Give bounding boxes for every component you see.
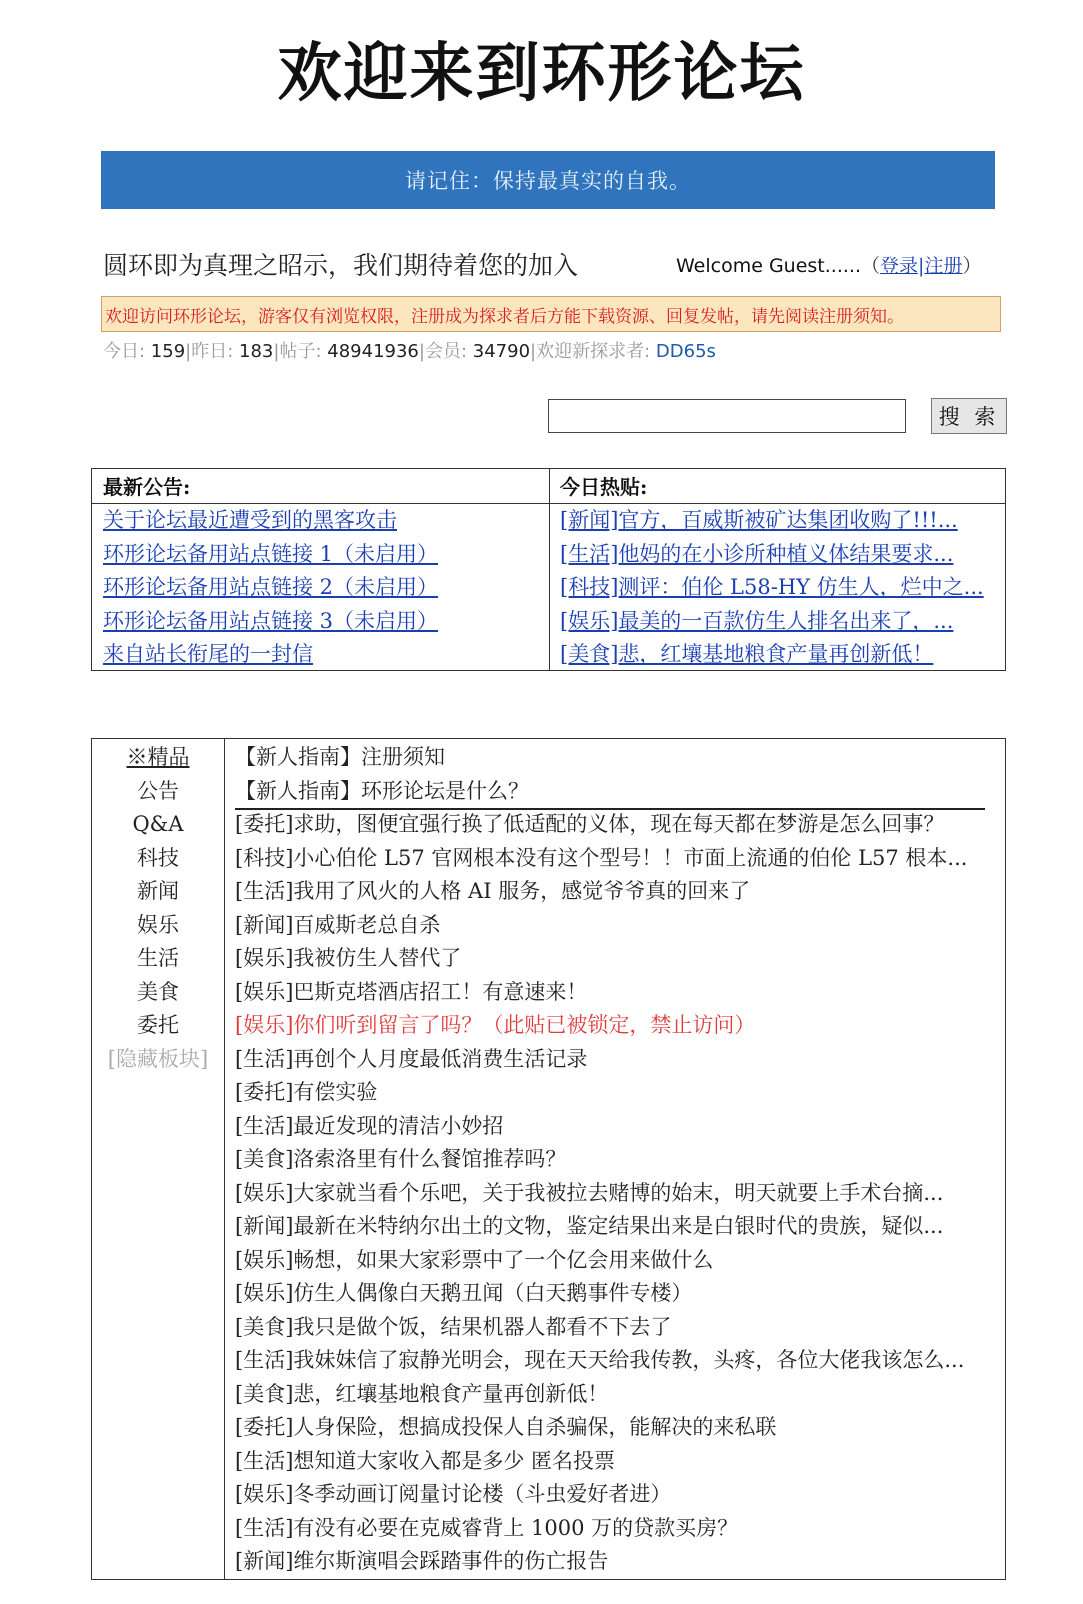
thread-item[interactable]: [娱乐]我被仿生人替代了 [235,946,462,970]
thread-item[interactable]: [生活]我用了风火的人格 AI 服务，感觉爷爷真的回来了 [235,879,751,903]
announcement-item[interactable] [103,571,543,605]
announcement-item[interactable] [103,638,543,672]
pinned-thread[interactable]: 【新人指南】注册须知 [235,745,445,769]
thread-item[interactable]: [新闻]维尔斯演唱会踩踏事件的伤亡报告 [235,1549,609,1573]
stat-today: 159 [150,341,186,362]
thread-item[interactable]: [生活]想知道大家收入都是多少 匿名投票 [235,1448,616,1473]
motto-text: 请记住：保持最真实的自我。 [405,169,691,193]
hot-post-list [560,504,1000,672]
thread-item[interactable]: [美食]悲，红壤基地粮食产量再创新低！ [235,1381,609,1406]
section-item[interactable]: 美食 [137,979,179,1004]
section-item[interactable]: ※精品 [126,745,190,769]
hot-posts-header: 今日热贴: [560,475,648,499]
hot-post-item-link[interactable]: [娱乐]最美的一百款仿生人排名出来了，... [560,608,954,633]
stat-yesterday-label: 昨日: [191,341,240,362]
thread-item[interactable]: [新闻]最新在米特纳尔出土的文物，鉴定结果出来是白银时代的贵族，疑似... [235,1214,944,1238]
thread-item[interactable]: [生活]我妹妹信了寂静光明会，现在天天给我传教，头疼，各位大佬我该怎么... [235,1348,965,1372]
welcome-separator: | [918,255,925,277]
section-item[interactable]: 科技 [137,845,179,870]
stat-newuser-label: 欢迎新探求者: [536,341,656,362]
stat-sep: | [185,341,192,362]
announcement-hot-panel [91,468,1006,671]
motto-banner [101,151,995,209]
welcome-guest [676,251,981,278]
section-item[interactable]: [隐藏板块] [107,1046,209,1071]
thread-item[interactable]: [生活]最近发现的清洁小妙招 [235,1113,504,1138]
thread-item[interactable]: [美食]洛索洛里有什么餐馆推荐吗？ [235,1147,567,1171]
thread-item[interactable]: [娱乐]畅想，如果大家彩票中了一个亿会用来做什么 [235,1247,714,1272]
announcement-item-link[interactable]: 环形论坛备用站点链接 1（未启用） [103,541,439,566]
forum-main-panel [91,738,1006,1580]
hot-post-item[interactable] [560,538,1000,572]
login-link[interactable]: 登录 [880,255,919,277]
stat-members-label: 会员: [424,341,473,362]
announcement-item[interactable] [103,538,543,572]
thread-item[interactable]: [娱乐]巴斯克塔酒店招工！有意速来！ [235,979,588,1004]
stat-members: 34790 [472,341,531,362]
thread-item[interactable]: [娱乐]仿生人偶像白天鹅丑闻（白天鹅事件专楼） [235,1281,693,1305]
announcement-item-link[interactable]: 关于论坛最近遭受到的黑客攻击 [103,508,397,532]
stat-posts: 48941936 [327,341,419,362]
section-item[interactable]: 生活 [137,946,179,970]
hot-post-item-link[interactable]: [新闻]官方，百威斯被矿达集团收购了!!!... [560,508,958,532]
hot-post-item[interactable] [560,638,1000,672]
stat-today-label: 今日: [103,341,151,362]
stat-yesterday: 183 [239,341,274,362]
hot-post-item[interactable] [560,504,1000,538]
hot-post-item-link[interactable]: [美食]悲，红壤基地粮食产量再创新低！ [560,642,934,666]
stat-sep: | [273,341,280,362]
site-title: 欢迎来到环形论坛 [277,36,806,111]
thread-item[interactable]: [生活]有没有必要在克威睿背上 1000 万的贷款买房？ [235,1515,739,1540]
announcement-item-link[interactable]: 环形论坛备用站点链接 3（未启用） [103,608,439,633]
pinned-separator [235,808,985,810]
thread-list [235,741,995,1579]
thread-item[interactable]: [科技]小心伯伦 L57 官网根本没有这个型号！！市面上流通的伯伦 L57 根本... [235,845,968,870]
section-item[interactable]: 公告 [137,778,179,803]
section-item[interactable]: 娱乐 [137,912,179,937]
section-list [92,741,224,1076]
section-item[interactable]: Q&A [132,812,184,836]
announcement-item[interactable] [103,504,543,538]
stat-sep: | [418,341,425,362]
pinned-thread[interactable]: 【新人指南】环形论坛是什么？ [235,778,529,803]
section-item[interactable]: 委托 [137,1013,179,1037]
section-divider [224,739,225,1579]
tagline: 圆环即为真理之昭示，我们期待着您的加入 [103,251,579,280]
search-input[interactable] [548,399,906,433]
thread-item[interactable]: [委托]求助，图便宜强行换了低适配的义体，现在每天都在梦游是怎么回事？ [235,812,945,836]
announcements-header: 最新公告: [103,475,191,499]
announcement-item-link[interactable]: 环形论坛备用站点链接 2（未启用） [103,575,439,599]
thread-item[interactable]: [美食]我只是做个饭，结果机器人都看不下去了 [235,1314,672,1339]
section-item[interactable]: 新闻 [137,879,179,903]
thread-item[interactable]: [新闻]百威斯老总自杀 [235,912,441,937]
welcome-paren-close: ） [962,255,982,277]
thread-item[interactable]: [娱乐]大家就当看个乐吧，关于我被拉去赌博的始末，明天就要上手术台摘... [235,1180,944,1205]
hot-post-item[interactable] [560,605,1000,639]
hot-post-item[interactable] [560,571,1000,605]
announcement-list [103,504,543,672]
thread-item[interactable]: [娱乐]你们听到留言了吗？（此贴已被锁定，禁止访问） [235,1013,756,1037]
announcement-item-link[interactable]: 来自站长衔尾的一封信 [103,642,313,666]
thread-item[interactable]: [娱乐]冬季动画订阅量讨论楼（斗虫爱好者进） [235,1482,672,1506]
thread-item[interactable]: [委托]人身保险，想搞成投保人自杀骗保，能解决的来私联 [235,1415,777,1439]
forum-stats [103,337,716,363]
announcement-item[interactable] [103,605,543,639]
stat-sep: | [530,341,537,362]
welcome-text: Welcome Guest...... [676,255,861,277]
hot-post-item-link[interactable]: [生活]他妈的在小诊所种植义体结果要求... [560,541,954,566]
welcome-paren-open: （ [861,255,881,277]
stat-newuser[interactable]: DD65s [655,341,716,362]
register-link[interactable]: 注册 [924,255,963,277]
search-button[interactable]: 搜 索 [931,398,1007,434]
panel-divider [549,469,550,670]
thread-item[interactable]: [委托]有偿实验 [235,1080,378,1104]
hot-post-item-link[interactable]: [科技]测评：伯伦 L58-HY 仿生人，烂中之... [560,575,984,599]
guest-notice: 欢迎访问环形论坛，游客仅有浏览权限，注册成为探求者后方能下载资源、回复发帖，请先阅读注册须知。 [101,296,1001,332]
thread-item[interactable]: [生活]再创个人月度最低消费生活记录 [235,1046,588,1071]
stat-posts-label: 帖子: [279,341,328,362]
